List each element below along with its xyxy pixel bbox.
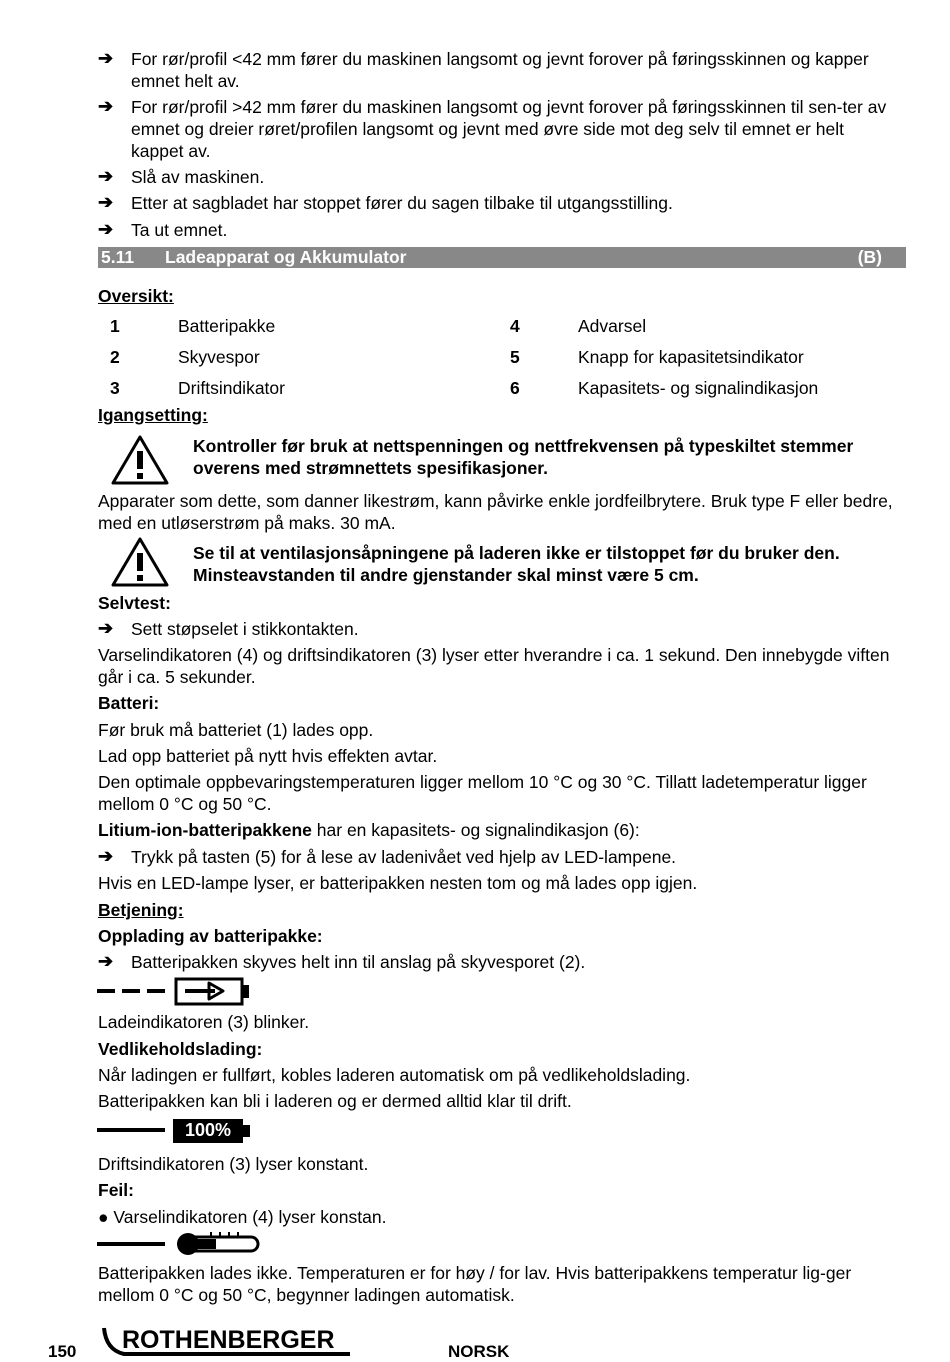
warning-text: Kontroller før bruk at nettspenningen og nettfrekvensen på typeskiltet stemmer overens med strømnettets spesifikasjoner. (193, 436, 854, 478)
overview-label: Knapp for kapasitetsindikator (578, 347, 804, 367)
overview-number: 2 (110, 347, 120, 367)
section-header (98, 247, 906, 268)
rothenberger-logo (100, 1322, 350, 1362)
bullet-text: ● Varselindikatoren (4) lyser konstan. (98, 1207, 387, 1227)
paragraph: Ladeindikatoren (3) blinker. (98, 1012, 310, 1032)
paragraph: Den optimale oppbevaringstemperaturen ligger mellom 10 °C og 30 °C. Tillatt ladetemperatur ligger mellom 0 °C og 50 °C. (98, 772, 867, 814)
paragraph (98, 819, 908, 841)
section-tag: (B) (857, 247, 882, 267)
paragraph: Varselindikatoren (4) og driftsindikatoren (3) lyser etter hverandre i ca. 1 sekund. Den innebygde viften går i ca. 5 sekunder. (98, 645, 890, 687)
arrow-icon: ➔ (98, 166, 114, 186)
overview-label: Batteripakke (178, 316, 276, 336)
overview-number: 5 (510, 347, 520, 367)
paragraph: Hvis en LED-lampe lyser, er batteripakken nesten tom og må lades opp igjen. (98, 873, 698, 893)
intro-item: For rør/profil <42 mm fører du maskinen langsomt og jevnt forover på føringsskinnen og kapper emnet helt av. (131, 49, 869, 91)
paragraph: Apparater som dette, som danner likestrøm, kann påvirke enkle jordfeilbrytere. Bruk type F eller bedre, med en utløserstrøm på maks. 30 mA. (98, 491, 893, 533)
page-number: 150 (48, 1342, 77, 1361)
thermometer-icon (97, 1230, 267, 1258)
arrow-icon: ➔ (98, 951, 114, 971)
brand-name: ROTHENBERGER (122, 1326, 335, 1354)
step-text: Trykk på tasten (5) for å lese av ladenivået ved hjelp av LED-lampene. (131, 847, 677, 867)
overview-label: Advarsel (578, 316, 647, 336)
intro-item: Ta ut emnet. (131, 220, 228, 240)
warning-icon (110, 536, 170, 588)
overview-label: Skyvespor (178, 347, 260, 367)
overview-number: 6 (510, 378, 520, 398)
betjening-heading: Betjening: (98, 900, 184, 920)
section-number: 5.11 (101, 247, 135, 267)
arrow-icon: ➔ (98, 219, 114, 239)
warning-icon (110, 434, 170, 486)
intro-item: Slå av maskinen. (131, 167, 265, 187)
intro-item: Etter at sagbladet har stoppet fører du sagen tilbake til utgangsstilling. (131, 193, 673, 213)
overview-number: 4 (510, 316, 520, 336)
selvtest-heading: Selvtest: (98, 593, 171, 613)
paragraph: Driftsindikatoren (3) lyser konstant. (98, 1154, 369, 1174)
arrow-icon: ➔ (98, 618, 114, 638)
arrow-icon: ➔ (98, 48, 114, 68)
overview-number: 3 (110, 378, 120, 398)
batteri-heading: Batteri: (98, 693, 160, 713)
charging-battery-icon (97, 977, 257, 1007)
overview-heading: Oversikt: (98, 286, 174, 306)
arrow-icon: ➔ (98, 192, 114, 212)
intro-item: For rør/profil >42 mm fører du maskinen langsomt og jevnt forover på føringsskinnen til sen-ter av emnet og dreier røret/profilen langsomt og jevnt med øvre side mot deg selv til emnet er helt kappet av. (131, 97, 887, 161)
paragraph: Batteripakken lades ikke. Temperaturen er for høy / for lav. Hvis batteripakkens temperatur lig-ger mellom 0 °C og 50 °C, begynner ladingen automatisk. (98, 1263, 852, 1305)
igangsetting-heading: Igangsetting: (98, 405, 208, 425)
arrow-icon: ➔ (98, 96, 114, 116)
bold-term: Litium-ion-batteripakkene (98, 820, 312, 840)
paragraph-rest: har en kapasitets- og signalindikasjon (6): (311, 820, 640, 840)
full-battery-label: 100% (184, 1120, 232, 1140)
section-title: Ladeapparat og Akkumulator (165, 247, 407, 267)
warning-text: Se til at ventilasjonsåpningene på laderen ikke er tilstoppet før du bruker den. Minsteavstanden til andre gjenstander skal minst være 5 cm. (193, 543, 840, 585)
step-text: Batteripakken skyves helt inn til anslag på skyvesporet (2). (131, 952, 586, 972)
overview-label: Kapasitets- og signalindikasjon (578, 378, 819, 398)
footer-language: NORSK (448, 1342, 510, 1361)
overview-label: Driftsindikator (178, 378, 285, 398)
overview-number: 1 (110, 316, 120, 336)
step-text: Sett støpselet i stikkontakten. (131, 619, 359, 639)
subheading: Feil: (98, 1180, 134, 1200)
subheading: Vedlikeholdslading: (98, 1039, 263, 1059)
paragraph: Lad opp batteriet på nytt hvis effekten avtar. (98, 746, 438, 766)
paragraph: Batteripakken kan bli i laderen og er dermed alltid klar til drift. (98, 1091, 572, 1111)
arrow-icon: ➔ (98, 846, 114, 866)
paragraph: Når ladingen er fullført, kobles laderen automatisk om på vedlikeholdslading. (98, 1065, 691, 1085)
subheading: Opplading av batteripakke: (98, 926, 323, 946)
paragraph: Før bruk må batteriet (1) lades opp. (98, 720, 374, 740)
